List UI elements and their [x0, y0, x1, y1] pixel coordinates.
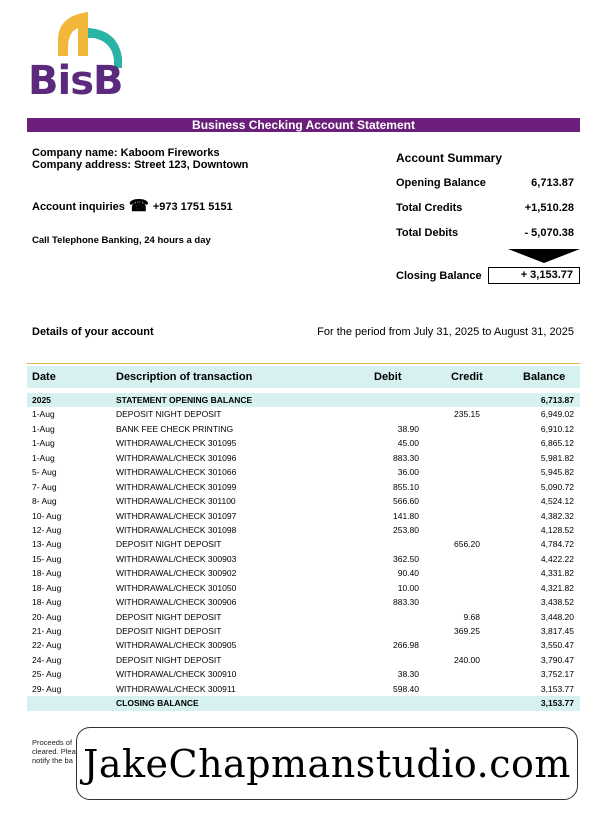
- row-balance: 4,422.22: [540, 553, 574, 564]
- row-description: WITHDRAWAL/CHECK 301095: [116, 438, 237, 449]
- row-balance: 4,382.32: [540, 510, 574, 521]
- details-heading: Details of your account: [32, 326, 154, 338]
- table-row: [27, 624, 580, 638]
- table-row: [27, 653, 580, 667]
- table-row: [27, 465, 580, 479]
- row-date: 10- Aug: [32, 510, 62, 521]
- balance-row: [27, 696, 580, 710]
- row-date: 25- Aug: [32, 669, 62, 680]
- account-inquiries: [32, 200, 233, 214]
- footnote-line: Proceeds of: [32, 738, 73, 747]
- row-date: 5- Aug: [32, 467, 57, 478]
- row-date: 21- Aug: [32, 626, 62, 636]
- row-balance: 4,784.72: [540, 539, 574, 550]
- header-date: Date: [32, 371, 56, 383]
- row-description: WITHDRAWAL/CHECK 301096: [116, 452, 237, 463]
- row-debit: 10.00: [397, 582, 419, 593]
- closing-balance-label: Closing Balance: [396, 270, 482, 282]
- table-row: [27, 552, 580, 566]
- total-debits-value: - 5,070.38: [524, 227, 574, 239]
- row-date: 22- Aug: [32, 640, 62, 651]
- row-debit: 266.98: [393, 640, 419, 651]
- table-row: [27, 537, 580, 551]
- row-date: 24- Aug: [32, 654, 62, 665]
- opening-balance-value: 6,713.87: [531, 177, 574, 189]
- row-description: WITHDRAWAL/CHECK 301050: [116, 582, 237, 593]
- row-debit: 38.30: [397, 669, 419, 680]
- row-credit: 240.00: [454, 654, 480, 665]
- row-debit: 253.80: [393, 524, 419, 535]
- total-credits-value: +1,510.28: [524, 202, 574, 214]
- row-balance: 3,752.17: [540, 669, 574, 680]
- logo-wordmark: BisB: [28, 58, 123, 104]
- inquiries-phone: +973 1751 5151: [152, 201, 233, 213]
- row-balance: 3,153.77: [540, 683, 574, 694]
- row-description: WITHDRAWAL/CHECK 300906: [116, 597, 237, 608]
- footnote: [32, 738, 76, 765]
- row-description: WITHDRAWAL/CHECK 301097: [116, 510, 237, 521]
- table-row: [27, 638, 580, 652]
- row-description: CLOSING BALANCE: [116, 698, 199, 709]
- company-info: [32, 147, 248, 171]
- row-description: WITHDRAWAL/CHECK 301099: [116, 481, 237, 492]
- opening-balance-label: Opening Balance: [396, 177, 486, 189]
- table-row: [27, 566, 580, 580]
- row-description: DEPOSIT NIGHT DEPOSIT: [116, 611, 222, 622]
- row-credit: 9.68: [463, 611, 480, 622]
- telephone-banking-note: Call Telephone Banking, 24 hours a day: [32, 235, 211, 246]
- header-description: Description of transaction: [116, 371, 253, 383]
- row-credit: 235.15: [454, 409, 480, 420]
- row-description: DEPOSIT NIGHT DEPOSIT: [116, 654, 222, 665]
- row-balance: 4,128.52: [540, 524, 574, 535]
- closing-balance-value: + 3,153.77: [488, 267, 580, 284]
- row-debit: 90.40: [397, 568, 419, 579]
- row-description: WITHDRAWAL/CHECK 301098: [116, 524, 237, 535]
- arrow-down-icon: [508, 249, 580, 263]
- row-description: WITHDRAWAL/CHECK 300903: [116, 553, 237, 564]
- row-date: 18- Aug: [32, 582, 62, 593]
- total-debits-label: Total Debits: [396, 227, 459, 239]
- row-debit: 141.80: [393, 510, 419, 521]
- row-balance: 5,981.82: [540, 452, 574, 463]
- row-description: DEPOSIT NIGHT DEPOSIT: [116, 626, 222, 636]
- row-date: 1-Aug: [32, 452, 55, 463]
- row-debit: 883.30: [393, 597, 419, 608]
- table-row: [27, 407, 580, 421]
- row-date: 1-Aug: [32, 423, 55, 434]
- account-summary-title: Account Summary: [396, 151, 503, 165]
- statement-title: Business Checking Account Statement: [27, 118, 580, 132]
- row-date: 8- Aug: [32, 496, 57, 507]
- balance-row: [27, 393, 580, 407]
- row-date: 1-Aug: [32, 438, 55, 449]
- row-description: BANK FEE CHECK PRINTING: [116, 423, 234, 434]
- row-debit: 855.10: [393, 481, 419, 492]
- row-date: 29- Aug: [32, 683, 62, 694]
- table-header: [27, 366, 580, 388]
- row-balance: 3,438.52: [540, 597, 574, 608]
- table-row: [27, 494, 580, 508]
- table-row: [27, 581, 580, 595]
- row-description: DEPOSIT NIGHT DEPOSIT: [116, 409, 222, 420]
- table-row: [27, 667, 580, 681]
- row-date: 13- Aug: [32, 539, 62, 550]
- total-credits-row: [396, 202, 574, 214]
- table-row: [27, 422, 580, 436]
- row-balance: 6,865.12: [540, 438, 574, 449]
- transactions-table: [27, 393, 580, 711]
- row-description: WITHDRAWAL/CHECK 300911: [116, 683, 236, 694]
- telephone-icon: ☎: [128, 198, 149, 215]
- row-date: 1-Aug: [32, 409, 55, 420]
- opening-balance-row: [396, 177, 574, 189]
- bisb-logo: [28, 8, 128, 104]
- header-credit: Credit: [451, 371, 483, 383]
- row-date: 2025: [32, 395, 51, 405]
- row-balance: 3,153.77: [540, 698, 574, 709]
- row-balance: 3,550.47: [540, 640, 574, 651]
- company-address: Company address: Street 123, Downtown: [32, 159, 249, 171]
- row-credit: 369.25: [454, 626, 480, 636]
- row-balance: 3,448.20: [540, 611, 574, 622]
- row-debit: 362.50: [393, 553, 419, 564]
- footnote-line: notify the ba: [32, 756, 73, 765]
- row-description: WITHDRAWAL/CHECK 300910: [116, 669, 237, 680]
- table-row: [27, 509, 580, 523]
- row-date: 7- Aug: [32, 481, 57, 492]
- row-balance: 4,331.82: [540, 568, 574, 579]
- row-debit: 566.60: [393, 496, 419, 507]
- header-debit: Debit: [374, 371, 402, 383]
- header-balance: Balance: [523, 371, 566, 383]
- row-description: WITHDRAWAL/CHECK 300902: [116, 568, 237, 579]
- watermark-banner: [76, 727, 578, 800]
- row-date: 20- Aug: [32, 611, 62, 622]
- table-row: [27, 451, 580, 465]
- row-date: 12- Aug: [32, 524, 62, 535]
- row-balance: 4,524.12: [540, 496, 574, 507]
- row-description: WITHDRAWAL/CHECK 301066: [116, 467, 237, 478]
- row-balance: 3,790.47: [540, 654, 574, 665]
- row-balance: 5,945.82: [540, 467, 574, 478]
- row-debit: 38.90: [397, 423, 419, 434]
- total-debits-row: [396, 227, 574, 239]
- table-row: [27, 480, 580, 494]
- row-debit: 883.30: [393, 452, 419, 463]
- inquiries-label: Account inquiries: [32, 201, 125, 213]
- row-balance: 6,713.87: [540, 395, 574, 405]
- table-row: [27, 595, 580, 609]
- row-balance: 4,321.82: [540, 582, 574, 593]
- row-balance: 3,817.45: [540, 626, 574, 636]
- watermark-text: JakeChapmanstudio.com: [83, 741, 571, 786]
- company-name: Company name: Kaboom Fireworks: [32, 147, 220, 159]
- row-date: 18- Aug: [32, 568, 62, 579]
- table-row: [27, 682, 580, 696]
- footnote-line: cleared. Plea: [32, 747, 76, 756]
- row-credit: 656.20: [454, 539, 480, 550]
- total-credits-label: Total Credits: [396, 202, 463, 214]
- row-balance: 6,949.02: [540, 409, 574, 420]
- row-debit: 45.00: [397, 438, 419, 449]
- table-row: [27, 523, 580, 537]
- table-row: [27, 436, 580, 450]
- row-debit: 598.40: [393, 683, 419, 694]
- row-date: 18- Aug: [32, 597, 62, 608]
- row-date: 15- Aug: [32, 553, 62, 564]
- row-description: WITHDRAWAL/CHECK 300905: [116, 640, 237, 651]
- row-description: STATEMENT OPENING BALANCE: [116, 395, 253, 405]
- row-description: WITHDRAWAL/CHECK 301100: [116, 496, 236, 507]
- table-divider: [27, 363, 580, 364]
- row-description: DEPOSIT NIGHT DEPOSIT: [116, 539, 222, 550]
- table-row: [27, 610, 580, 624]
- statement-period: For the period from July 31, 2025 to August 31, 2025: [317, 326, 574, 338]
- row-balance: 5,090.72: [540, 481, 574, 492]
- row-debit: 36.00: [397, 467, 419, 478]
- row-balance: 6,910.12: [540, 423, 574, 434]
